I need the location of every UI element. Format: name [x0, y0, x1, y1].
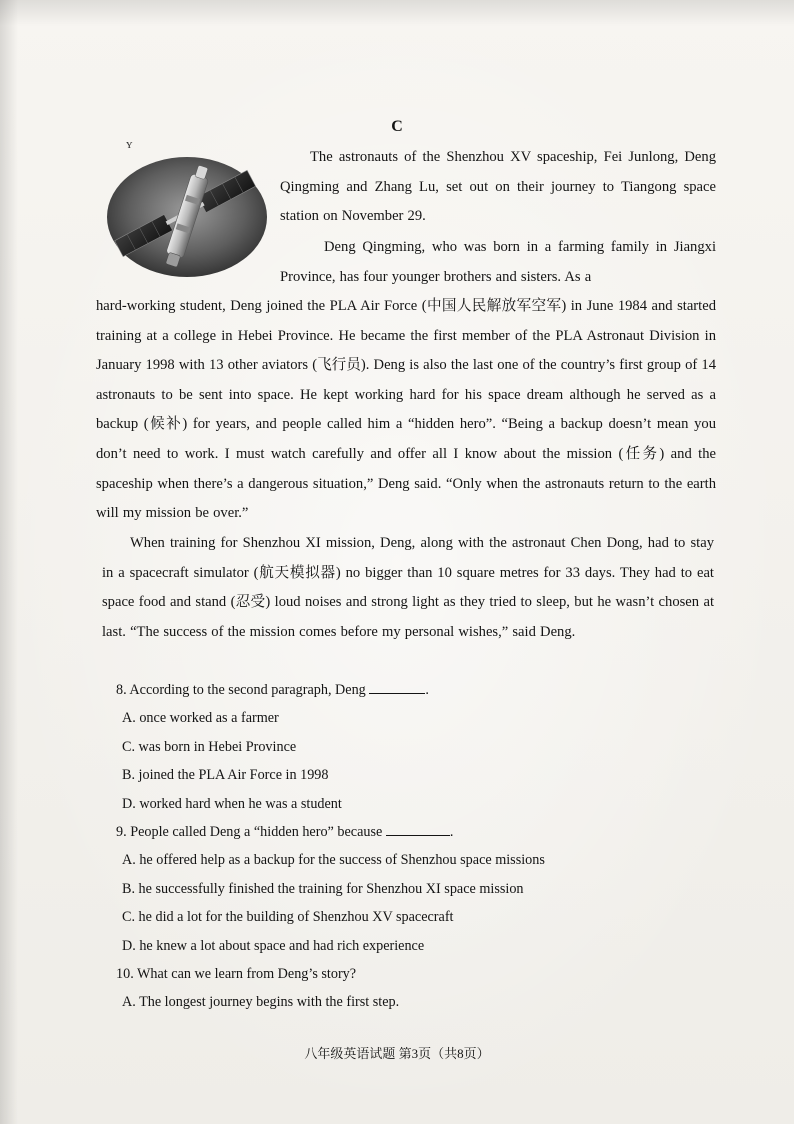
section-letter: C	[391, 118, 403, 135]
answer-blank	[369, 681, 425, 694]
page-footer: 八年级英语试题 第3页（共8页）	[304, 1046, 490, 1061]
pencil-mark: ʏ	[126, 136, 133, 151]
answer-blank	[386, 823, 450, 836]
question-8-option-b: B. joined the PLA Air Force in 1998	[122, 767, 329, 784]
scan-shadow-left	[0, 0, 18, 1124]
question-10	[116, 960, 716, 988]
passage-deng-part2: hard-working student, Deng joined the PLA Air Force (中国人民解放军空军) in June 1984 and started training at a college in Hebei Province. He became the first member of the PLA Astronaut Division in January 1998 with 13 other aviators (飞行员). Deng is also the last one of the country’s first group of 14 astronauts to be sent into space. He kept working hard for his space dream although he served as a backup (候补) for years, and people called him a “hidden hero”. “Being a backup doesn’t mean you don’t need to work. I must watch carefully and offer all I know about the mission (任务) and the spaceship when there’s a dangerous situation,” Deng said. “Only when the astronauts return to the earth will my mission be over.”	[96, 298, 716, 522]
question-9-option-a: A. he offered help as a backup for the success of Shenzhou space missions	[122, 852, 545, 869]
passage-deng-part1: Deng Qingming, who was born in a farming family in Jiangxi Province, has four younger brothers and sisters. As a	[280, 239, 716, 285]
question-9-option-d: D. he knew a lot about space and had rich experience	[122, 937, 425, 954]
space-station-photo-icon	[106, 156, 268, 278]
question-10-stem: 10. What can we learn from Deng’s story?	[116, 966, 357, 983]
question-10-option-a: A. The longest journey begins with the first step.	[122, 994, 400, 1011]
question-9-end: .	[449, 824, 454, 841]
passage-training: When training for Shenzhou XI mission, Deng, along with the astronaut Chen Dong, had to stay in a spacecraft simulator (航天模拟器) no bigger than 10 square metres for 33 days. They had to eat space food and stand (忍受) loud noises and strong light as they tried to sleep, but he wasn’t chosen at last. “The success of the mission comes before my personal wishes,” said Deng.	[102, 535, 714, 640]
question-8	[116, 676, 716, 704]
question-8-option-c: C. was born in Hebei Province	[122, 738, 297, 755]
question-list	[116, 676, 716, 1017]
question-8-stem: 8. According to the second paragraph, Deng	[116, 682, 366, 698]
question-9-stem: 9. People called Deng a “hidden hero” because	[116, 824, 383, 841]
question-8-option-d: D. worked hard when he was a student	[122, 795, 342, 812]
passage-intro: The astronauts of the Shenzhou XV spaceship, Fei Junlong, Deng Qingming and Zhang Lu, set out on their journey to Tiangong space station on November 29.	[280, 149, 716, 225]
scan-shadow-top	[0, 0, 794, 26]
question-8-option-a: A. once worked as a farmer	[122, 710, 279, 727]
question-9-option-b: B. he successfully finished the training for Shenzhou XI space mission	[122, 880, 524, 897]
question-9-option-c: C. he did a lot for the building of Shenzhou XV spacecraft	[122, 909, 454, 926]
question-8-end: .	[425, 682, 429, 698]
question-9	[116, 818, 716, 846]
